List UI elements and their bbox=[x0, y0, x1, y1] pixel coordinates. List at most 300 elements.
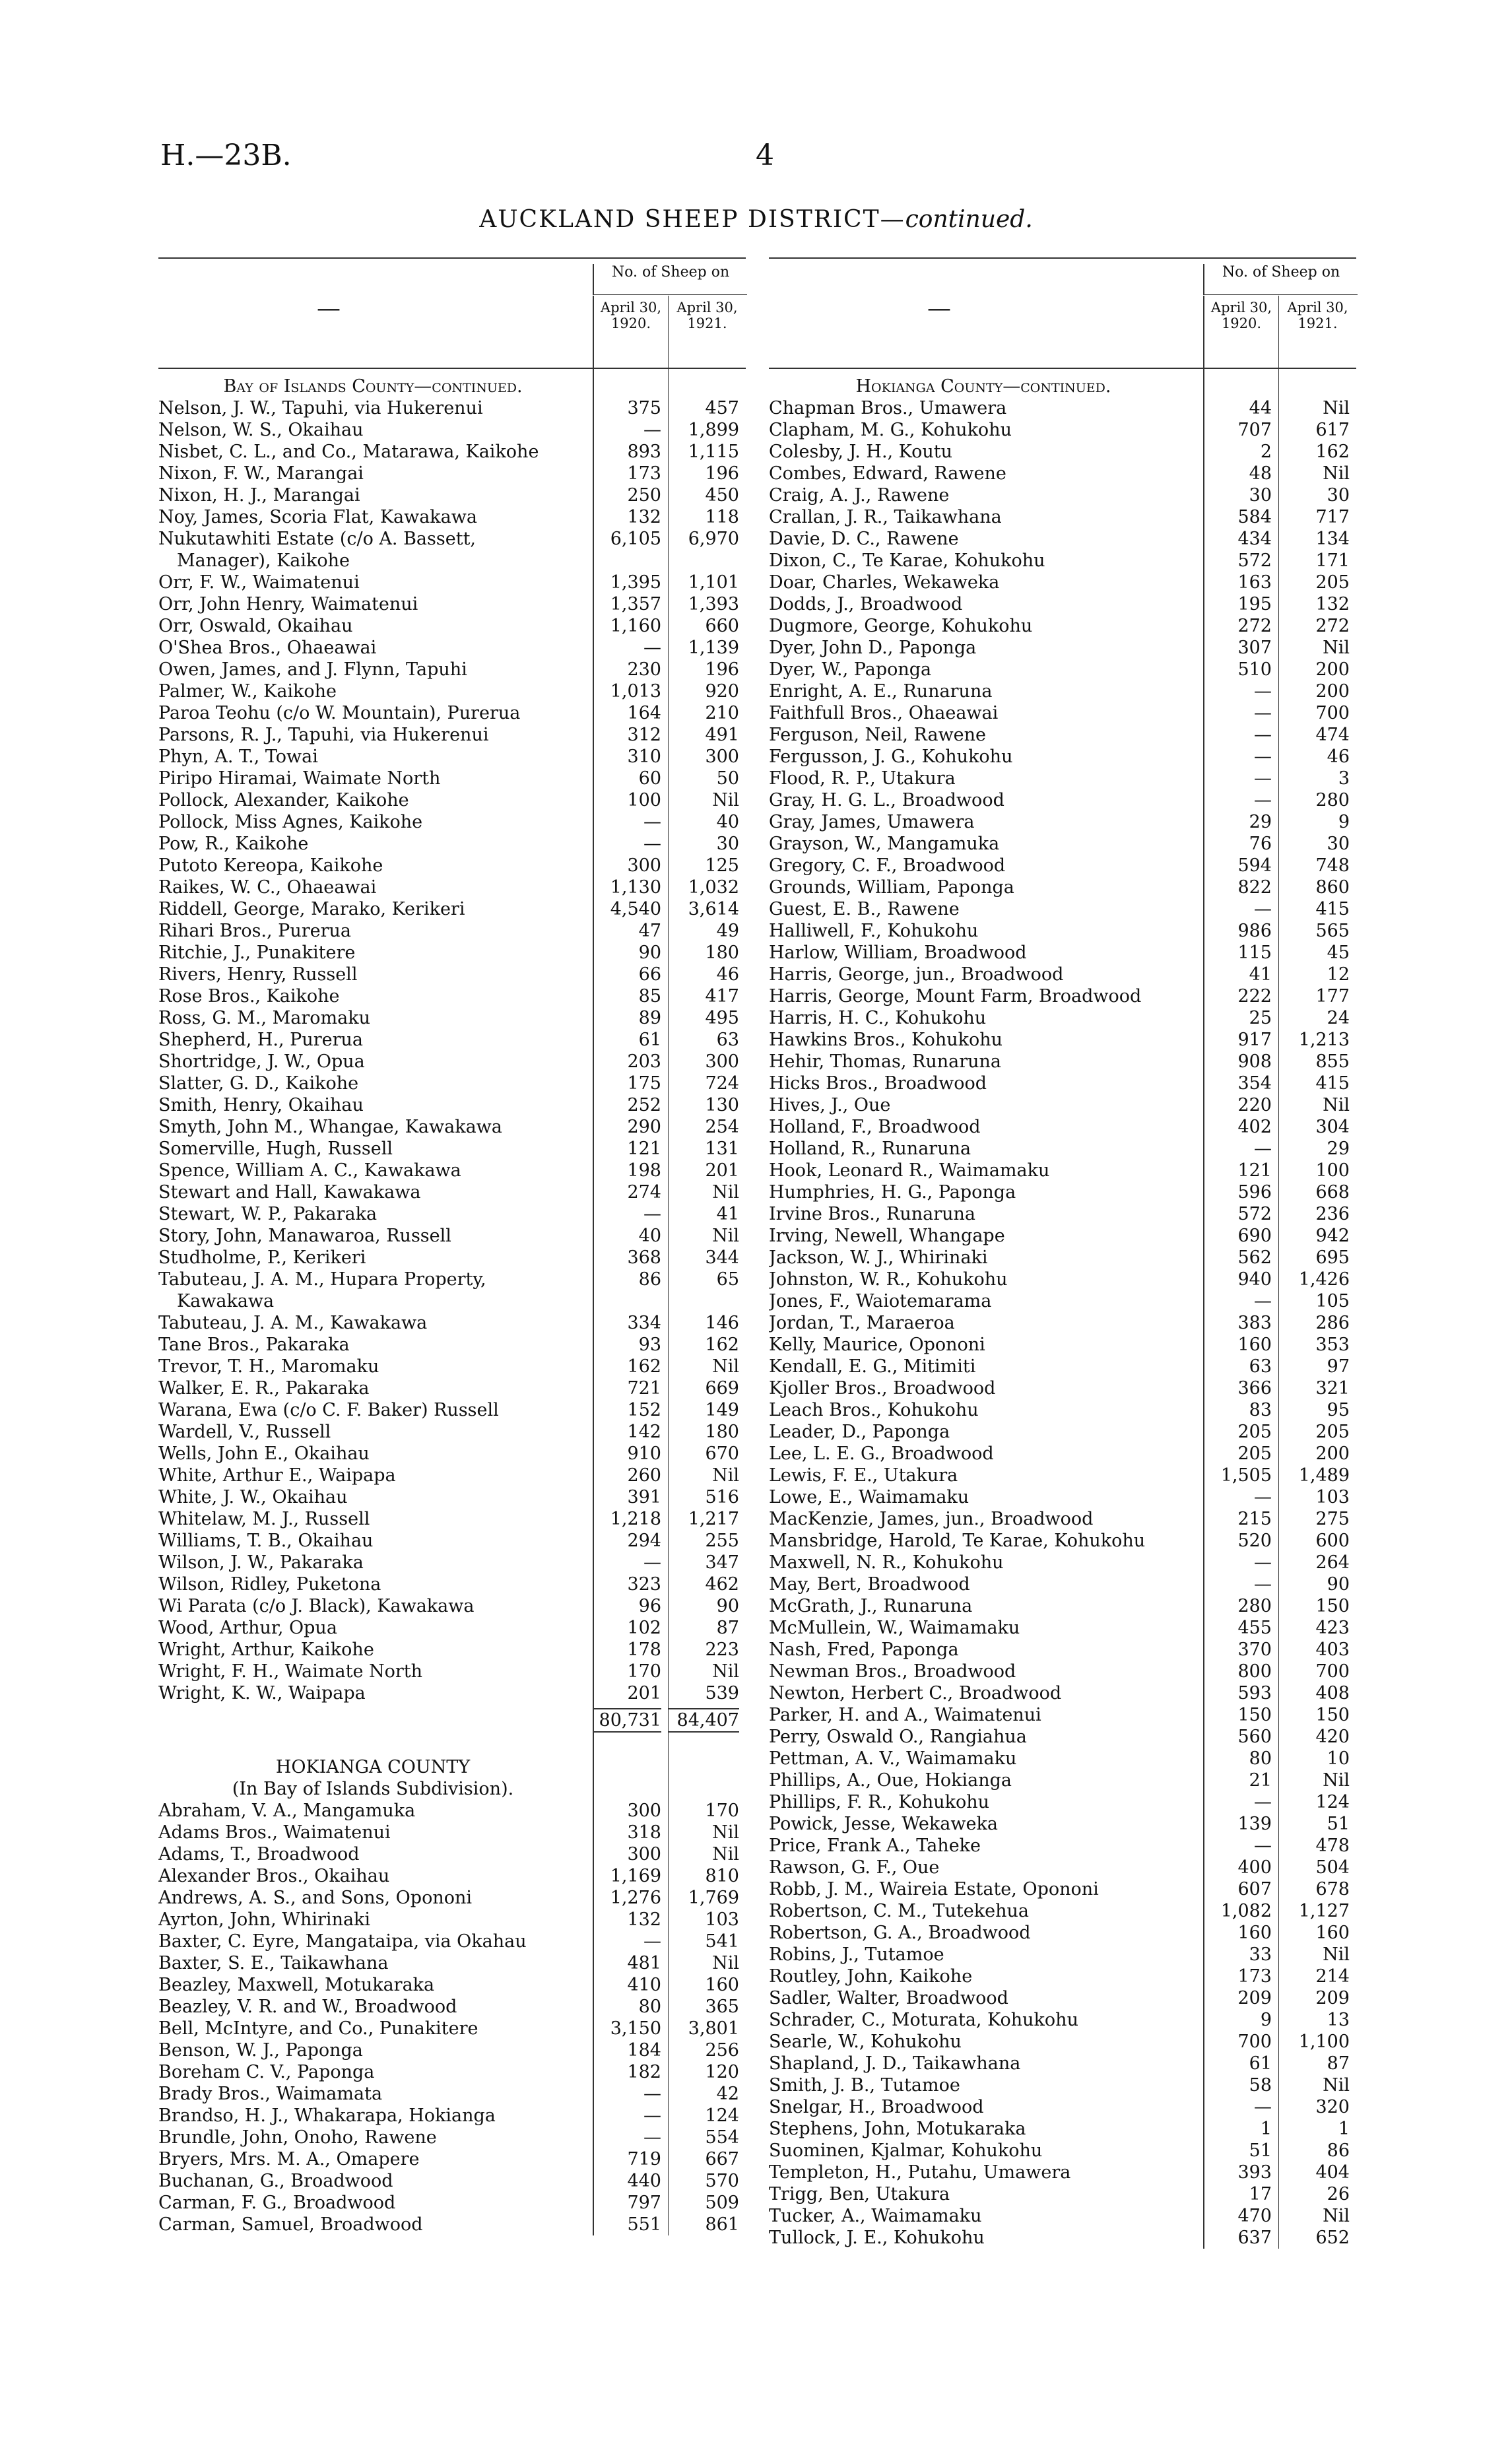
table-row bbox=[158, 2192, 746, 2214]
sheep-1920: 25 bbox=[1249, 1008, 1272, 1028]
column-rule bbox=[668, 369, 669, 2235]
sheep-1920: 822 bbox=[1237, 877, 1272, 898]
sheep-1920: — bbox=[643, 420, 661, 440]
sheep-1921: 660 bbox=[705, 616, 739, 636]
sheep-1921: Nil bbox=[712, 1356, 739, 1377]
owner-name: Owen, James, and J. Flynn, Tapuhi bbox=[158, 659, 467, 680]
owner-name: Powick, Jesse, Wekaweka bbox=[769, 1814, 998, 1834]
owner-name: Newman Bros., Broadwood bbox=[769, 1661, 1016, 1682]
owner-name: Tabuteau, J. A. M., Hupara Property, bbox=[158, 1269, 486, 1290]
sheep-1921: 652 bbox=[1315, 2228, 1350, 2248]
sheep-1921: Nil bbox=[1323, 2206, 1350, 2226]
owner-name: Dodds, J., Broadwood bbox=[769, 594, 963, 614]
table-row bbox=[769, 1203, 1356, 1225]
table-row bbox=[769, 811, 1356, 833]
table-row bbox=[158, 1800, 746, 1822]
sheep-1920: 393 bbox=[1237, 2162, 1272, 2183]
sheep-1921: 810 bbox=[705, 1866, 739, 1886]
sheep-1921: 24 bbox=[1327, 1008, 1350, 1028]
table-row bbox=[769, 1900, 1356, 1922]
owner-name: Clapham, M. G., Kohukohu bbox=[769, 420, 1012, 440]
sheep-1921: 404 bbox=[1315, 2162, 1350, 2183]
sheep-1920: 560 bbox=[1237, 1727, 1272, 1747]
sheep-1921: 177 bbox=[1315, 986, 1350, 1007]
table-row bbox=[769, 1726, 1356, 1748]
sheep-1920: 637 bbox=[1237, 2228, 1272, 2248]
table-row bbox=[769, 2031, 1356, 2053]
sheep-1921: 29 bbox=[1327, 1139, 1350, 1159]
sheep-1920: 300 bbox=[627, 855, 661, 876]
sheep-1920: 40 bbox=[638, 1226, 661, 1246]
sheep-1921: 201 bbox=[705, 1160, 739, 1181]
table-row bbox=[769, 2074, 1356, 2096]
sheep-1920: — bbox=[1254, 1552, 1272, 1573]
owner-name: Leader, D., Paponga bbox=[769, 1422, 950, 1442]
sheep-1920: 51 bbox=[1249, 2140, 1272, 2161]
sheep-1921: 462 bbox=[705, 1574, 739, 1595]
sheep-1920: 917 bbox=[1237, 1030, 1272, 1050]
sheep-1921: 90 bbox=[1327, 1574, 1350, 1595]
sheep-1920: — bbox=[1254, 1792, 1272, 1812]
sheep-1921: 162 bbox=[1315, 442, 1350, 462]
sheep-1920: 800 bbox=[1237, 1661, 1272, 1682]
table-row bbox=[158, 550, 746, 572]
sheep-1921: 205 bbox=[1315, 572, 1350, 593]
sheep-1921: 280 bbox=[1315, 790, 1350, 810]
table-row bbox=[158, 768, 746, 789]
sheep-1920: 115 bbox=[1237, 943, 1272, 963]
owner-name: Smith, Henry, Okaihau bbox=[158, 1095, 364, 1115]
sheep-1921: 320 bbox=[1315, 2097, 1350, 2117]
table-row bbox=[769, 484, 1356, 506]
table-row bbox=[769, 898, 1356, 920]
sheep-1920: 594 bbox=[1237, 855, 1272, 876]
left-column-table bbox=[158, 257, 746, 2235]
sheep-1920: — bbox=[1254, 681, 1272, 702]
owner-name: Tucker, A., Waimamaku bbox=[769, 2206, 982, 2226]
sheep-1920: 375 bbox=[627, 398, 661, 418]
sheep-1920: 121 bbox=[627, 1139, 661, 1159]
owner-name: Gray, James, Umawera bbox=[769, 812, 975, 832]
owner-name: Lewis, F. E., Utakura bbox=[769, 1465, 958, 1486]
table-row bbox=[158, 1639, 746, 1661]
sheep-1921: 214 bbox=[1315, 1966, 1350, 1987]
sheep-1921: 63 bbox=[716, 1030, 739, 1050]
table-row bbox=[769, 2205, 1356, 2227]
sheep-1920: 366 bbox=[1237, 1378, 1272, 1399]
table-row bbox=[769, 942, 1356, 964]
table-row bbox=[769, 1770, 1356, 1791]
owner-name: Jones, F., Waiotemarama bbox=[769, 1291, 992, 1311]
sheep-1921: 223 bbox=[705, 1639, 739, 1660]
owner-name: Nukutawhiti Estate (c/o A. Bassett, bbox=[158, 529, 477, 549]
owner-name: Beazley, Maxwell, Motukaraka bbox=[158, 1975, 435, 1995]
table-header bbox=[769, 257, 1356, 369]
sheep-1921: 457 bbox=[705, 398, 739, 418]
sheep-1921: 541 bbox=[705, 1931, 739, 1952]
sheep-1920: 391 bbox=[627, 1487, 661, 1507]
owner-name: Brundle, John, Onoho, Rawene bbox=[158, 2127, 437, 2148]
owner-name: Dyer, W., Paponga bbox=[769, 659, 932, 680]
owner-name: (In Bay of Islands Subdivision). bbox=[232, 1779, 514, 1799]
sheep-1920: 164 bbox=[627, 703, 661, 723]
owner-name: Wright, Arthur, Kaikohe bbox=[158, 1639, 374, 1660]
table-row bbox=[158, 615, 746, 637]
owner-name: Nash, Fred, Paponga bbox=[769, 1639, 959, 1660]
table-row bbox=[158, 2061, 746, 2083]
sheep-1921: 256 bbox=[705, 2040, 739, 2061]
sheep-1921: 162 bbox=[705, 1335, 739, 1355]
sheep-1920: — bbox=[643, 2127, 661, 2148]
owner-name: Hokianga County—continued. bbox=[855, 376, 1111, 397]
owner-name: Warana, Ewa (c/o C. F. Baker) Russell bbox=[158, 1400, 499, 1420]
sheep-1920: 48 bbox=[1249, 463, 1272, 484]
sheep-1920: 1,276 bbox=[610, 1888, 661, 1908]
table-row bbox=[769, 1573, 1356, 1595]
owner-name: Craig, A. J., Rawene bbox=[769, 485, 950, 506]
sheep-1920: — bbox=[1254, 1487, 1272, 1507]
sheep-1920: 33 bbox=[1249, 1944, 1272, 1965]
owner-name: Story, John, Manawaroa, Russell bbox=[158, 1226, 451, 1246]
owner-name: Manager), Kaikohe bbox=[177, 550, 350, 571]
owner-name: Ayrton, John, Whirinaki bbox=[158, 1909, 371, 1930]
table-row bbox=[769, 1051, 1356, 1073]
owner-name: Nelson, J. W., Tapuhi, via Hukerenui bbox=[158, 398, 483, 418]
owner-name: Phillips, A., Oue, Hokianga bbox=[769, 1770, 1012, 1791]
sheep-1920: 230 bbox=[627, 659, 661, 680]
sheep-1920: 596 bbox=[1237, 1182, 1272, 1203]
sheep-1920: — bbox=[1254, 703, 1272, 723]
sheep-1921: 420 bbox=[1315, 1727, 1350, 1747]
sheep-1920: 250 bbox=[627, 485, 661, 506]
owner-name: Rawson, G. F., Oue bbox=[769, 1857, 940, 1878]
owner-name: Leach Bros., Kohukohu bbox=[769, 1400, 979, 1420]
table-row bbox=[769, 1029, 1356, 1051]
sheep-1921: 403 bbox=[1315, 1639, 1350, 1660]
table-row bbox=[158, 1952, 746, 1974]
table-row bbox=[158, 877, 746, 898]
owner-name: Abraham, V. A., Mangamuka bbox=[158, 1801, 416, 1821]
table-row bbox=[158, 2127, 746, 2148]
sheep-1920: 205 bbox=[1237, 1422, 1272, 1442]
sheep-1921: 3,801 bbox=[688, 2018, 739, 2039]
sheep-1921: 30 bbox=[716, 834, 739, 854]
year-1920-heading: April 30, 1920. bbox=[593, 296, 668, 368]
sheep-1920: 66 bbox=[638, 964, 661, 985]
table-row bbox=[769, 1552, 1356, 1573]
sheep-1921: 1,032 bbox=[688, 877, 739, 898]
owner-name: Faithfull Bros., Ohaeawai bbox=[769, 703, 999, 723]
sheep-1921: 748 bbox=[1315, 855, 1350, 876]
table-row bbox=[769, 1356, 1356, 1377]
owner-name: Trigg, Ben, Utakura bbox=[769, 2184, 950, 2204]
sheep-1920: 690 bbox=[1237, 1226, 1272, 1246]
sheep-1921: 120 bbox=[705, 2062, 739, 2082]
sheep-1921: 491 bbox=[705, 725, 739, 745]
sheep-1921: 46 bbox=[716, 964, 739, 985]
sheep-1921: 942 bbox=[1315, 1226, 1350, 1246]
sheep-1920: 260 bbox=[627, 1465, 661, 1486]
sheep-1921: 570 bbox=[705, 2171, 739, 2191]
owner-name: Baxter, C. Eyre, Mangataipa, via Okahau bbox=[158, 1931, 527, 1952]
owner-name: Combes, Edward, Rawene bbox=[769, 463, 1006, 484]
sheep-1921: 13 bbox=[1327, 2010, 1350, 2030]
table-row bbox=[769, 1878, 1356, 1900]
sheep-1921: 100 bbox=[1315, 1160, 1350, 1181]
sheep-1920: 44 bbox=[1249, 398, 1272, 418]
sheep-1920: 83 bbox=[1249, 1400, 1272, 1420]
sheep-1920: 61 bbox=[1249, 2053, 1272, 2074]
table-row bbox=[769, 1225, 1356, 1247]
owner-name: Bell, McIntyre, and Co., Punakitere bbox=[158, 2018, 478, 2039]
sheep-1921: 700 bbox=[1315, 703, 1350, 723]
table-row bbox=[769, 1290, 1356, 1312]
owner-name: Schrader, C., Moturata, Kohukohu bbox=[769, 2010, 1078, 2030]
table-row bbox=[769, 2118, 1356, 2140]
owner-name: Grounds, William, Paponga bbox=[769, 877, 1014, 898]
sheep-1921: 1,115 bbox=[688, 442, 739, 462]
sheep-1920: 30 bbox=[1249, 485, 1272, 506]
owner-name: Doar, Charles, Wekaweka bbox=[769, 572, 1000, 593]
table-row bbox=[158, 1865, 746, 1887]
table-row bbox=[158, 1931, 746, 1952]
table-row bbox=[158, 506, 746, 528]
owner-name: Hawkins Bros., Kohukohu bbox=[769, 1030, 1003, 1050]
sheep-1921: 495 bbox=[705, 1008, 739, 1028]
owner-name: Suominen, Kjalmar, Kohukohu bbox=[769, 2140, 1043, 2161]
table-row bbox=[769, 419, 1356, 441]
sheep-1921: 200 bbox=[1315, 659, 1350, 680]
owner-name: Robertson, G. A., Broadwood bbox=[769, 1923, 1031, 1943]
sheep-1921: Nil bbox=[712, 1465, 739, 1486]
sheep-1921: Nil bbox=[1323, 2075, 1350, 2096]
sheep-1921: 272 bbox=[1315, 616, 1350, 636]
table-row bbox=[769, 1247, 1356, 1269]
sheep-1921: 539 bbox=[705, 1683, 739, 1704]
table-row bbox=[769, 1682, 1356, 1704]
table-row bbox=[769, 746, 1356, 768]
table-row bbox=[158, 419, 746, 441]
table-row bbox=[769, 877, 1356, 898]
sheep-1921: Nil bbox=[712, 790, 739, 810]
sheep-1920: 280 bbox=[1237, 1596, 1272, 1616]
owner-name: Stewart and Hall, Kawakawa bbox=[158, 1182, 421, 1203]
owner-name: Brandso, H. J., Whakarapa, Hokianga bbox=[158, 2105, 496, 2126]
owner-name: Routley, John, Kaikohe bbox=[769, 1966, 973, 1987]
table-row bbox=[769, 1399, 1356, 1421]
sheep-1920: 1,082 bbox=[1220, 1901, 1272, 1921]
sheep-1920: 572 bbox=[1237, 1204, 1272, 1224]
sheep-1920: 160 bbox=[1237, 1923, 1272, 1943]
sheep-1921: 6,970 bbox=[688, 529, 739, 549]
owner-name: McMullein, W., Waimamaku bbox=[769, 1618, 1020, 1638]
owner-name: Buchanan, G., Broadwood bbox=[158, 2171, 393, 2191]
table-row bbox=[158, 1029, 746, 1051]
sheep-1921: 478 bbox=[1315, 1836, 1350, 1856]
sheep-1921: 286 bbox=[1315, 1313, 1350, 1333]
owner-name: Searle, W., Kohukohu bbox=[769, 2032, 962, 2052]
sheep-1921: 617 bbox=[1315, 420, 1350, 440]
table-row bbox=[769, 1443, 1356, 1465]
sheep-1921: 105 bbox=[1315, 1291, 1350, 1311]
sheep-1921: 180 bbox=[705, 1422, 739, 1442]
table-row bbox=[769, 593, 1356, 615]
table-row bbox=[769, 2009, 1356, 2031]
owner-name: Nelson, W. S., Okaihau bbox=[158, 420, 364, 440]
owner-name: Trevor, T. H., Maromaku bbox=[158, 1356, 379, 1377]
sheep-1921: 236 bbox=[1315, 1204, 1350, 1224]
table-row bbox=[769, 1595, 1356, 1617]
table-row bbox=[769, 1138, 1356, 1160]
owner-name: Perry, Oswald O., Rangiahua bbox=[769, 1727, 1027, 1747]
table-row bbox=[158, 1334, 746, 1356]
sheep-1920: 354 bbox=[1237, 1073, 1272, 1094]
sheep-1921: 678 bbox=[1315, 1879, 1350, 1900]
table-row bbox=[769, 1486, 1356, 1508]
sheep-1920: 6,105 bbox=[610, 529, 661, 549]
sheep-1920: 1,505 bbox=[1220, 1465, 1272, 1486]
table-row bbox=[769, 1465, 1356, 1486]
owner-name: Rivers, Henry, Russell bbox=[158, 964, 358, 985]
sheep-1921: Nil bbox=[1323, 398, 1350, 418]
sheep-1921: Nil bbox=[712, 1822, 739, 1843]
table-row bbox=[769, 2227, 1356, 2249]
sheep-1921: 125 bbox=[705, 855, 739, 876]
owner-name: Slatter, G. D., Kaikohe bbox=[158, 1073, 359, 1094]
owner-name: Enright, A. E., Runaruna bbox=[769, 681, 993, 702]
owner-name: Hives, J., Oue bbox=[769, 1095, 891, 1115]
table-row bbox=[769, 920, 1356, 942]
owner-name: Wood, Arthur, Opua bbox=[158, 1618, 337, 1638]
sheep-1921: 9 bbox=[1338, 812, 1350, 832]
sheep-1920: 215 bbox=[1237, 1509, 1272, 1529]
sheep-1920: 2 bbox=[1260, 442, 1272, 462]
year-1920-heading: April 30, 1920. bbox=[1203, 296, 1278, 368]
table-row bbox=[769, 2162, 1356, 2183]
table-row bbox=[158, 1682, 746, 1704]
owner-name: Paroa Teohu (c/o W. Mountain), Purerua bbox=[158, 703, 521, 723]
table-row bbox=[158, 1887, 746, 1909]
sheep-1920: — bbox=[643, 2084, 661, 2104]
owner-name: Stephens, John, Motukaraka bbox=[769, 2119, 1026, 2139]
table-row bbox=[769, 1704, 1356, 1726]
sheep-1920: 142 bbox=[627, 1422, 661, 1442]
owner-name: May, Bert, Broadwood bbox=[769, 1574, 970, 1595]
sheep-1921: 196 bbox=[705, 659, 739, 680]
table-row bbox=[158, 441, 746, 463]
sheep-1921: 861 bbox=[705, 2214, 739, 2235]
owner-name: Irvine Bros., Runaruna bbox=[769, 1204, 976, 1224]
sheep-1920: 29 bbox=[1249, 812, 1272, 832]
sheep-1921: 149 bbox=[705, 1400, 739, 1420]
owner-name: Holland, F., Broadwood bbox=[769, 1117, 981, 1137]
sheep-1920: 132 bbox=[627, 1909, 661, 1930]
owner-name: Halliwell, F., Kohukohu bbox=[769, 921, 979, 941]
owner-name: Harris, H. C., Kohukohu bbox=[769, 1008, 987, 1028]
table-row bbox=[158, 528, 746, 550]
sheep-1921: 30 bbox=[1327, 485, 1350, 506]
sheep-1920: 21 bbox=[1249, 1770, 1272, 1791]
sheep-1920: 797 bbox=[627, 2193, 661, 2213]
table-body bbox=[158, 369, 746, 2235]
sheep-1920: 175 bbox=[627, 1073, 661, 1094]
sheep-1920: 410 bbox=[627, 1975, 661, 1995]
sheep-1921: 667 bbox=[705, 2149, 739, 2169]
sheep-1920: 402 bbox=[1237, 1117, 1272, 1137]
owner-name: Crallan, J. R., Taikawhana bbox=[769, 507, 1002, 527]
sheep-1920: — bbox=[1254, 1836, 1272, 1856]
column-rule bbox=[1203, 369, 1204, 2249]
sheep-1920: 290 bbox=[627, 1117, 661, 1137]
sheep-1920: 986 bbox=[1237, 921, 1272, 941]
table-row bbox=[158, 1909, 746, 1931]
table-row bbox=[769, 680, 1356, 702]
table-row bbox=[158, 1051, 746, 1073]
sheep-1920: 440 bbox=[627, 2171, 661, 2191]
table-row bbox=[158, 572, 746, 593]
year-1921-heading: April 30, 1921. bbox=[668, 296, 746, 368]
sheep-1920: 312 bbox=[627, 725, 661, 745]
sheep-1920: 96 bbox=[638, 1596, 661, 1616]
owner-name: Chapman Bros., Umawera bbox=[769, 398, 1007, 418]
sheep-1920: — bbox=[1254, 1574, 1272, 1595]
owner-name: Hehir, Thomas, Runaruna bbox=[769, 1051, 1002, 1072]
table-row bbox=[158, 833, 746, 855]
table-row bbox=[769, 1181, 1356, 1203]
table-row bbox=[158, 702, 746, 724]
sheep-1921: 365 bbox=[705, 1997, 739, 2017]
sheep-1920: 940 bbox=[1237, 1269, 1272, 1290]
owner-name: Brady Bros., Waimamata bbox=[158, 2084, 383, 2104]
sheep-1920: — bbox=[643, 1204, 661, 1224]
table-row bbox=[769, 1857, 1356, 1878]
sheep-1920: — bbox=[643, 1552, 661, 1573]
table-row bbox=[158, 1290, 746, 1312]
owner-name: Boreham C. V., Paponga bbox=[158, 2062, 375, 2082]
table-row bbox=[769, 964, 1356, 985]
owner-name: Pollock, Miss Agnes, Kaikohe bbox=[158, 812, 423, 832]
owner-name: Adams, T., Broadwood bbox=[158, 1844, 360, 1865]
sheep-1921: 855 bbox=[1315, 1051, 1350, 1072]
sheep-1921: Nil bbox=[712, 1226, 739, 1246]
owner-name: Piripo Hiramai, Waimate North bbox=[158, 768, 441, 789]
owner-name: Tullock, J. E., Kohukohu bbox=[769, 2228, 985, 2248]
owner-name: Colesby, J. H., Koutu bbox=[769, 442, 953, 462]
sheep-1920: 1 bbox=[1260, 2119, 1272, 2139]
sheep-1920: 89 bbox=[638, 1008, 661, 1028]
sheep-1920: 721 bbox=[627, 1378, 661, 1399]
owner-name: Guest, E. B., Rawene bbox=[769, 899, 960, 919]
table-row bbox=[158, 1203, 746, 1225]
sheep-1921: Nil bbox=[1323, 1944, 1350, 1965]
owner-name: Bay of Islands County—continued. bbox=[223, 376, 523, 397]
table-row bbox=[158, 1399, 746, 1421]
sheep-1920: 9 bbox=[1260, 2010, 1272, 2030]
right-column-table bbox=[769, 257, 1356, 2249]
sheep-on-heading: No. of Sheep on bbox=[1203, 264, 1358, 295]
sheep-1921: 50 bbox=[716, 768, 739, 789]
owner-name: Price, Frank A., Taheke bbox=[769, 1836, 981, 1856]
owner-name: Robertson, C. M., Tutekehua bbox=[769, 1901, 1029, 1921]
sheep-1920: 201 bbox=[627, 1683, 661, 1704]
table-row bbox=[158, 1312, 746, 1334]
sheep-1920: — bbox=[1254, 746, 1272, 767]
sheep-1921: 90 bbox=[716, 1596, 739, 1616]
sheep-1920: 481 bbox=[627, 1953, 661, 1973]
sheep-1921: 134 bbox=[1315, 529, 1350, 549]
sheep-1920: 562 bbox=[1237, 1247, 1272, 1268]
sheep-1920: 370 bbox=[1237, 1639, 1272, 1660]
